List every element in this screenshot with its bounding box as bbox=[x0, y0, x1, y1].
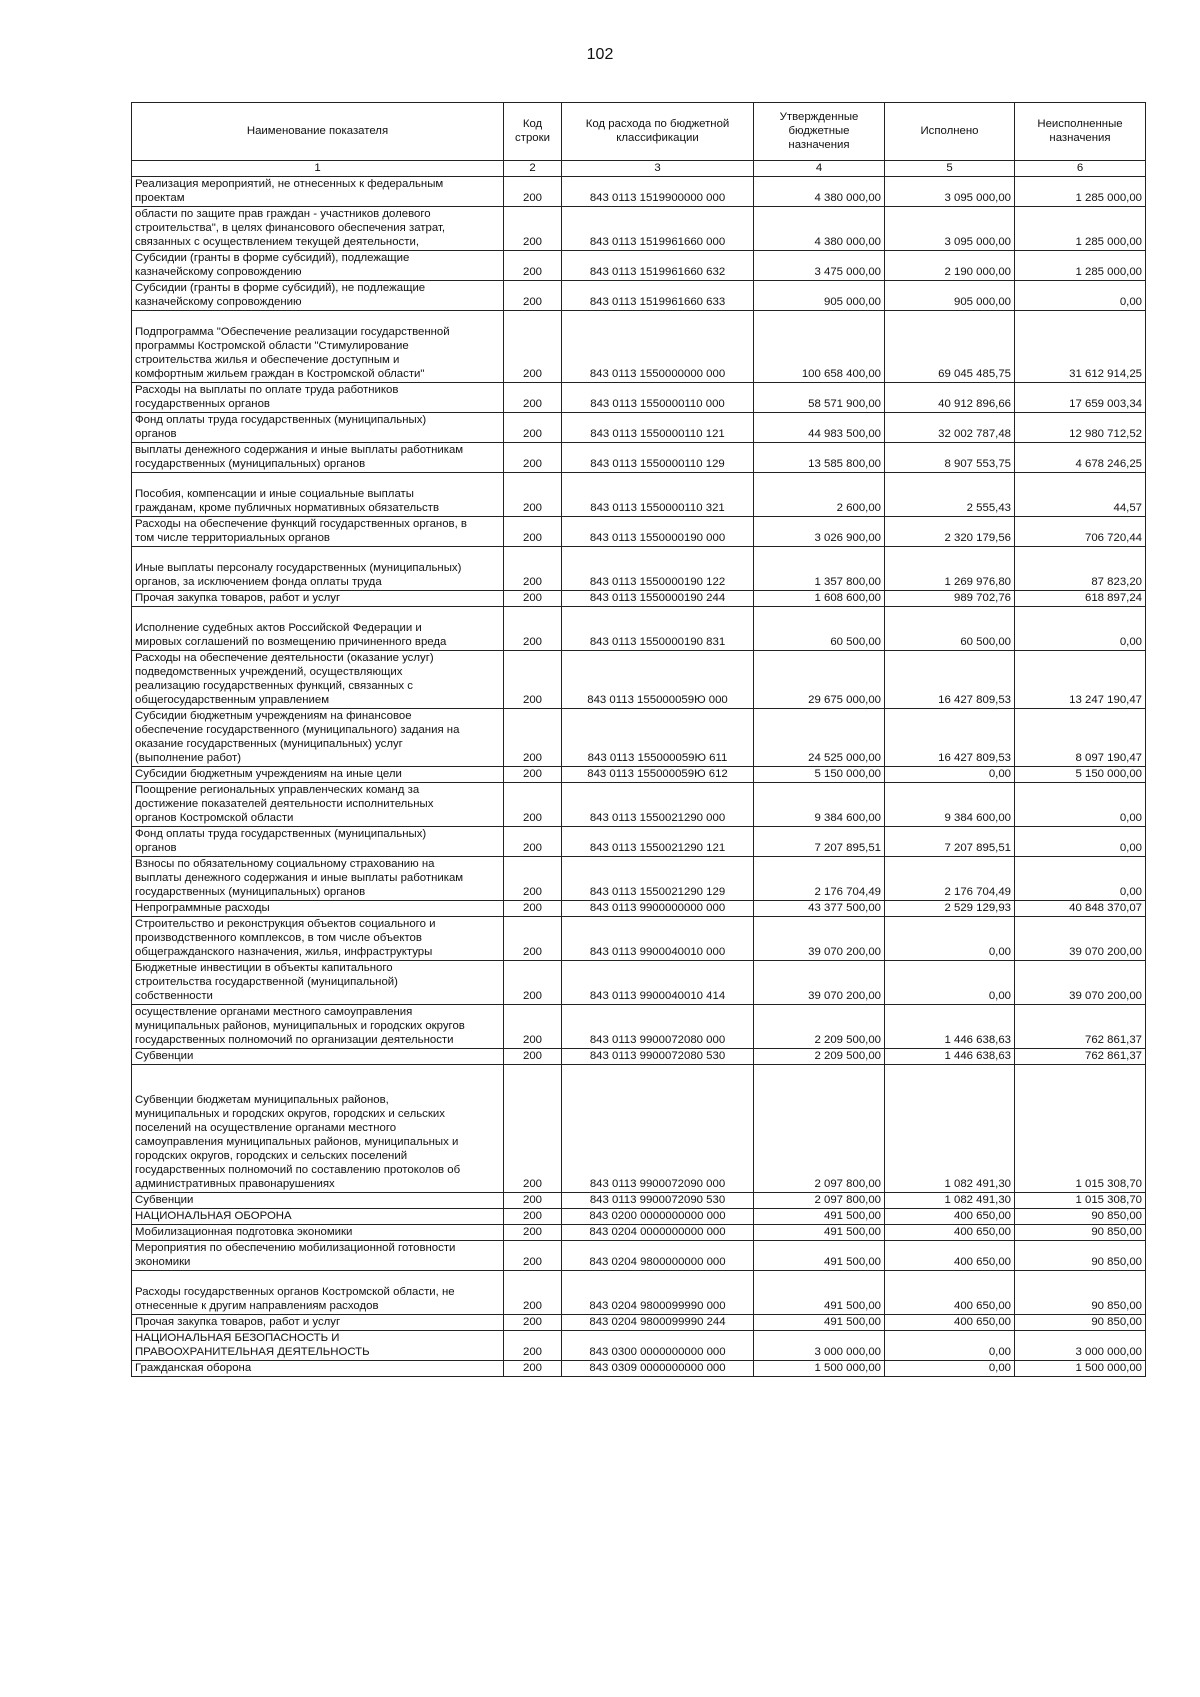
table-row bbox=[132, 607, 1146, 651]
row-approved: 1 500 000,00 bbox=[754, 1361, 885, 1377]
row-line-code: 200 bbox=[504, 857, 562, 901]
table-row bbox=[132, 917, 1146, 961]
header-approved: Утвержденные бюджетные назначения bbox=[754, 103, 885, 161]
row-executed: 1 446 638,63 bbox=[885, 1049, 1015, 1065]
row-executed: 40 912 896,66 bbox=[885, 383, 1015, 413]
row-budget-code: 843 0113 1519961660 000 bbox=[562, 207, 754, 251]
row-approved: 2 209 500,00 bbox=[754, 1049, 885, 1065]
row-name: Подпрограмма "Обеспечение реализации государственной программы Костромской области "Стимулирование строительства жилья и обеспечение доступным и комфортным жильем граждан в Костромской области" bbox=[132, 311, 504, 383]
row-budget-code: 843 0113 1550000110 121 bbox=[562, 413, 754, 443]
row-line-code: 200 bbox=[504, 443, 562, 473]
row-approved: 43 377 500,00 bbox=[754, 901, 885, 917]
row-budget-code: 843 0113 9900072090 000 bbox=[562, 1065, 754, 1193]
row-budget-code: 843 0113 9900040010 414 bbox=[562, 961, 754, 1005]
row-line-code: 200 bbox=[504, 591, 562, 607]
row-budget-code: 843 0204 0000000000 000 bbox=[562, 1225, 754, 1241]
row-name: осуществление органами местного самоуправления муниципальных районов, муниципальных и городских округов государственных полномочий по организации деятельности bbox=[132, 1005, 504, 1049]
row-approved: 1 357 800,00 bbox=[754, 547, 885, 591]
table-row bbox=[132, 651, 1146, 709]
row-approved: 491 500,00 bbox=[754, 1271, 885, 1315]
row-name: Субсидии (гранты в форме субсидий), подлежащие казначейскому сопровождению bbox=[132, 251, 504, 281]
row-budget-code: 843 0113 9900000000 000 bbox=[562, 901, 754, 917]
row-executed: 0,00 bbox=[885, 917, 1015, 961]
row-executed: 1 446 638,63 bbox=[885, 1005, 1015, 1049]
row-line-code: 200 bbox=[504, 207, 562, 251]
row-line-code: 200 bbox=[504, 383, 562, 413]
table-row bbox=[132, 1225, 1146, 1241]
row-approved: 1 608 600,00 bbox=[754, 591, 885, 607]
table-row bbox=[132, 827, 1146, 857]
row-name: Реализация мероприятий, не отнесенных к федеральным проектам bbox=[132, 177, 504, 207]
row-budget-code: 843 0113 1550000110 129 bbox=[562, 443, 754, 473]
table-row bbox=[132, 1271, 1146, 1315]
column-number: 1 bbox=[132, 161, 504, 177]
row-approved: 24 525 000,00 bbox=[754, 709, 885, 767]
row-executed: 400 650,00 bbox=[885, 1271, 1015, 1315]
row-line-code: 200 bbox=[504, 311, 562, 383]
table-row bbox=[132, 1049, 1146, 1065]
row-name: выплаты денежного содержания и иные выплаты работникам государственных (муниципальных) органов bbox=[132, 443, 504, 473]
row-budget-code: 843 0113 9900072090 530 bbox=[562, 1193, 754, 1209]
row-name: Строительство и реконструкция объектов социального и производственного комплексов, в том числе объектов общегражданского назначения, жилья, инфраструктуры bbox=[132, 917, 504, 961]
row-approved: 2 600,00 bbox=[754, 473, 885, 517]
row-budget-code: 843 0113 1519900000 000 bbox=[562, 177, 754, 207]
row-budget-code: 843 0204 9800099990 244 bbox=[562, 1315, 754, 1331]
row-budget-code: 843 0113 1519961660 633 bbox=[562, 281, 754, 311]
row-executed: 400 650,00 bbox=[885, 1225, 1015, 1241]
row-budget-code: 843 0309 0000000000 000 bbox=[562, 1361, 754, 1377]
row-approved: 44 983 500,00 bbox=[754, 413, 885, 443]
row-unexecuted: 90 850,00 bbox=[1015, 1209, 1146, 1225]
row-budget-code: 843 0113 1550000000 000 bbox=[562, 311, 754, 383]
row-budget-code: 843 0113 1550021290 000 bbox=[562, 783, 754, 827]
row-line-code: 200 bbox=[504, 783, 562, 827]
table-row bbox=[132, 413, 1146, 443]
row-executed: 69 045 485,75 bbox=[885, 311, 1015, 383]
table-row bbox=[132, 1331, 1146, 1361]
row-line-code: 200 bbox=[504, 961, 562, 1005]
row-line-code: 200 bbox=[504, 917, 562, 961]
row-budget-code: 843 0113 1550000190 244 bbox=[562, 591, 754, 607]
row-executed: 0,00 bbox=[885, 1361, 1015, 1377]
row-unexecuted: 762 861,37 bbox=[1015, 1049, 1146, 1065]
row-executed: 0,00 bbox=[885, 767, 1015, 783]
row-unexecuted: 1 285 000,00 bbox=[1015, 251, 1146, 281]
row-line-code: 200 bbox=[504, 607, 562, 651]
row-approved: 60 500,00 bbox=[754, 607, 885, 651]
row-budget-code: 843 0113 1550000190 831 bbox=[562, 607, 754, 651]
table-row bbox=[132, 901, 1146, 917]
row-line-code: 200 bbox=[504, 251, 562, 281]
row-approved: 58 571 900,00 bbox=[754, 383, 885, 413]
row-line-code: 200 bbox=[504, 651, 562, 709]
row-approved: 3 475 000,00 bbox=[754, 251, 885, 281]
row-line-code: 200 bbox=[504, 473, 562, 517]
row-unexecuted: 1 285 000,00 bbox=[1015, 207, 1146, 251]
header-budget-code: Код расхода по бюджетной классификации bbox=[562, 103, 754, 161]
row-budget-code: 843 0113 155000059Ю 612 bbox=[562, 767, 754, 783]
table-row bbox=[132, 207, 1146, 251]
row-budget-code: 843 0113 155000059Ю 611 bbox=[562, 709, 754, 767]
row-approved: 2 176 704,49 bbox=[754, 857, 885, 901]
row-approved: 491 500,00 bbox=[754, 1209, 885, 1225]
table-row bbox=[132, 783, 1146, 827]
row-executed: 0,00 bbox=[885, 1331, 1015, 1361]
row-line-code: 200 bbox=[504, 517, 562, 547]
table-row bbox=[132, 857, 1146, 901]
row-executed: 7 207 895,51 bbox=[885, 827, 1015, 857]
row-unexecuted: 1 285 000,00 bbox=[1015, 177, 1146, 207]
row-unexecuted: 0,00 bbox=[1015, 783, 1146, 827]
table-row bbox=[132, 1241, 1146, 1271]
row-approved: 39 070 200,00 bbox=[754, 917, 885, 961]
row-executed: 9 384 600,00 bbox=[885, 783, 1015, 827]
row-line-code: 200 bbox=[504, 413, 562, 443]
row-name: Мероприятия по обеспечению мобилизационной готовности экономики bbox=[132, 1241, 504, 1271]
row-approved: 2 209 500,00 bbox=[754, 1005, 885, 1049]
row-unexecuted: 1 015 308,70 bbox=[1015, 1193, 1146, 1209]
row-unexecuted: 13 247 190,47 bbox=[1015, 651, 1146, 709]
row-executed: 2 555,43 bbox=[885, 473, 1015, 517]
row-line-code: 200 bbox=[504, 1271, 562, 1315]
row-budget-code: 843 0113 1550000110 000 bbox=[562, 383, 754, 413]
row-approved: 39 070 200,00 bbox=[754, 961, 885, 1005]
table-row bbox=[132, 281, 1146, 311]
row-unexecuted: 0,00 bbox=[1015, 827, 1146, 857]
row-budget-code: 843 0204 9800099990 000 bbox=[562, 1271, 754, 1315]
row-name: Субвенции bbox=[132, 1193, 504, 1209]
row-name: Расходы на выплаты по оплате труда работников государственных органов bbox=[132, 383, 504, 413]
row-budget-code: 843 0113 1550000190 122 bbox=[562, 547, 754, 591]
row-executed: 2 529 129,93 bbox=[885, 901, 1015, 917]
table-row bbox=[132, 709, 1146, 767]
row-executed: 2 176 704,49 bbox=[885, 857, 1015, 901]
row-unexecuted: 12 980 712,52 bbox=[1015, 413, 1146, 443]
row-line-code: 200 bbox=[504, 901, 562, 917]
row-approved: 4 380 000,00 bbox=[754, 207, 885, 251]
row-line-code: 200 bbox=[504, 1065, 562, 1193]
row-approved: 491 500,00 bbox=[754, 1241, 885, 1271]
table-row bbox=[132, 1193, 1146, 1209]
row-budget-code: 843 0113 1550000190 000 bbox=[562, 517, 754, 547]
row-line-code: 200 bbox=[504, 1315, 562, 1331]
column-number: 3 bbox=[562, 161, 754, 177]
row-unexecuted: 618 897,24 bbox=[1015, 591, 1146, 607]
table-row bbox=[132, 591, 1146, 607]
row-executed: 16 427 809,53 bbox=[885, 709, 1015, 767]
row-unexecuted: 90 850,00 bbox=[1015, 1241, 1146, 1271]
row-unexecuted: 90 850,00 bbox=[1015, 1315, 1146, 1331]
row-name: Исполнение судебных актов Российской Федерации и мировых соглашений по возмещению причиненного вреда bbox=[132, 607, 504, 651]
page-number: 102 bbox=[586, 46, 614, 63]
row-name: Бюджетные инвестиции в объекты капитального строительства государственной (муниципальной) собственности bbox=[132, 961, 504, 1005]
row-name: Прочая закупка товаров, работ и услуг bbox=[132, 591, 504, 607]
row-executed: 1 269 976,80 bbox=[885, 547, 1015, 591]
row-unexecuted: 40 848 370,07 bbox=[1015, 901, 1146, 917]
table-body bbox=[132, 177, 1146, 1377]
row-unexecuted: 90 850,00 bbox=[1015, 1271, 1146, 1315]
table-row bbox=[132, 547, 1146, 591]
row-executed: 0,00 bbox=[885, 961, 1015, 1005]
row-unexecuted: 762 861,37 bbox=[1015, 1005, 1146, 1049]
table-row bbox=[132, 1065, 1146, 1193]
row-budget-code: 843 0300 0000000000 000 bbox=[562, 1331, 754, 1361]
row-executed: 1 082 491,30 bbox=[885, 1065, 1015, 1193]
row-approved: 29 675 000,00 bbox=[754, 651, 885, 709]
row-line-code: 200 bbox=[504, 1241, 562, 1271]
column-number: 6 bbox=[1015, 161, 1146, 177]
table-row bbox=[132, 767, 1146, 783]
row-unexecuted: 8 097 190,47 bbox=[1015, 709, 1146, 767]
row-approved: 5 150 000,00 bbox=[754, 767, 885, 783]
row-unexecuted: 0,00 bbox=[1015, 281, 1146, 311]
row-name: Мобилизационная подготовка экономики bbox=[132, 1225, 504, 1241]
table-row bbox=[132, 443, 1146, 473]
row-unexecuted: 0,00 bbox=[1015, 607, 1146, 651]
row-unexecuted: 0,00 bbox=[1015, 857, 1146, 901]
table-row bbox=[132, 1361, 1146, 1377]
row-line-code: 200 bbox=[504, 1005, 562, 1049]
row-line-code: 200 bbox=[504, 547, 562, 591]
row-approved: 9 384 600,00 bbox=[754, 783, 885, 827]
row-unexecuted: 1 015 308,70 bbox=[1015, 1065, 1146, 1193]
row-budget-code: 843 0113 1550021290 129 bbox=[562, 857, 754, 901]
row-budget-code: 843 0204 9800000000 000 bbox=[562, 1241, 754, 1271]
row-name: Субвенции бюджетам муниципальных районов, муниципальных и городских округов, городских и сельских поселений на осуществление органами местного самоуправления муниципальных районов, муниципальных и городских округов, городских и сельских поселений государственных полномочий по составлению протоколов об административных правонарушениях bbox=[132, 1065, 504, 1193]
row-approved: 3 026 900,00 bbox=[754, 517, 885, 547]
row-line-code: 200 bbox=[504, 1049, 562, 1065]
column-number-row bbox=[132, 161, 1146, 177]
row-name: Расходы государственных органов Костромской области, не отнесенные к другим направлениям расходов bbox=[132, 1271, 504, 1315]
column-number: 4 bbox=[754, 161, 885, 177]
row-line-code: 200 bbox=[504, 177, 562, 207]
header-executed: Исполнено bbox=[885, 103, 1015, 161]
row-unexecuted: 39 070 200,00 bbox=[1015, 917, 1146, 961]
row-unexecuted: 4 678 246,25 bbox=[1015, 443, 1146, 473]
table-header-row bbox=[132, 103, 1146, 161]
table-row bbox=[132, 473, 1146, 517]
row-unexecuted: 706 720,44 bbox=[1015, 517, 1146, 547]
row-name: Расходы на обеспечение функций государственных органов, в том числе территориальных органов bbox=[132, 517, 504, 547]
column-number: 2 bbox=[504, 161, 562, 177]
row-budget-code: 843 0113 1550000110 321 bbox=[562, 473, 754, 517]
row-executed: 2 190 000,00 bbox=[885, 251, 1015, 281]
row-executed: 16 427 809,53 bbox=[885, 651, 1015, 709]
table-row bbox=[132, 251, 1146, 281]
row-name: Субсидии бюджетным учреждениям на иные цели bbox=[132, 767, 504, 783]
row-name: Поощрение региональных управленческих команд за достижение показателей деятельности исполнительных органов Костромской области bbox=[132, 783, 504, 827]
row-name: Взносы по обязательному социальному страхованию на выплаты денежного содержания и иные выплаты работникам государственных (муниципальных) органов bbox=[132, 857, 504, 901]
row-budget-code: 843 0113 9900040010 000 bbox=[562, 917, 754, 961]
table-row bbox=[132, 311, 1146, 383]
row-name: Иные выплаты персоналу государственных (муниципальных) органов, за исключением фонда оплаты труда bbox=[132, 547, 504, 591]
row-budget-code: 843 0200 0000000000 000 bbox=[562, 1209, 754, 1225]
row-name: НАЦИОНАЛЬНАЯ ОБОРОНА bbox=[132, 1209, 504, 1225]
row-line-code: 200 bbox=[504, 709, 562, 767]
column-number: 5 bbox=[885, 161, 1015, 177]
row-name: НАЦИОНАЛЬНАЯ БЕЗОПАСНОСТЬ И ПРАВООХРАНИТЕЛЬНАЯ ДЕЯТЕЛЬНОСТЬ bbox=[132, 1331, 504, 1361]
row-executed: 60 500,00 bbox=[885, 607, 1015, 651]
row-line-code: 200 bbox=[504, 281, 562, 311]
row-executed: 400 650,00 bbox=[885, 1315, 1015, 1331]
row-approved: 3 000 000,00 bbox=[754, 1331, 885, 1361]
row-budget-code: 843 0113 1519961660 632 bbox=[562, 251, 754, 281]
row-executed: 1 082 491,30 bbox=[885, 1193, 1015, 1209]
row-budget-code: 843 0113 9900072080 000 bbox=[562, 1005, 754, 1049]
row-executed: 400 650,00 bbox=[885, 1241, 1015, 1271]
row-name: Субсидии (гранты в форме субсидий), не подлежащие казначейскому сопровождению bbox=[132, 281, 504, 311]
row-unexecuted: 5 150 000,00 bbox=[1015, 767, 1146, 783]
row-executed: 905 000,00 bbox=[885, 281, 1015, 311]
row-name: Субсидии бюджетным учреждениям на финансовое обеспечение государственного (муниципального) задания на оказание государственных (муниципальных) услуг (выполнение работ) bbox=[132, 709, 504, 767]
table-row bbox=[132, 383, 1146, 413]
row-approved: 2 097 800,00 bbox=[754, 1065, 885, 1193]
row-unexecuted: 17 659 003,34 bbox=[1015, 383, 1146, 413]
row-line-code: 200 bbox=[504, 1209, 562, 1225]
header-name: Наименование показателя bbox=[132, 103, 504, 161]
row-executed: 989 702,76 bbox=[885, 591, 1015, 607]
row-unexecuted: 39 070 200,00 bbox=[1015, 961, 1146, 1005]
row-name: Расходы на обеспечение деятельности (оказание услуг) подведомственных учреждений, осуществляющих реализацию государственных функций, связанных с общегосударственным управлением bbox=[132, 651, 504, 709]
table-row bbox=[132, 1315, 1146, 1331]
header-line-code: Код строки bbox=[504, 103, 562, 161]
table-row bbox=[132, 1209, 1146, 1225]
row-unexecuted: 87 823,20 bbox=[1015, 547, 1146, 591]
row-executed: 400 650,00 bbox=[885, 1209, 1015, 1225]
table-row bbox=[132, 1005, 1146, 1049]
row-line-code: 200 bbox=[504, 1331, 562, 1361]
row-name: Фонд оплаты труда государственных (муниципальных) органов bbox=[132, 413, 504, 443]
row-approved: 2 097 800,00 bbox=[754, 1193, 885, 1209]
row-approved: 7 207 895,51 bbox=[754, 827, 885, 857]
row-approved: 905 000,00 bbox=[754, 281, 885, 311]
row-budget-code: 843 0113 155000059Ю 000 bbox=[562, 651, 754, 709]
row-executed: 32 002 787,48 bbox=[885, 413, 1015, 443]
row-line-code: 200 bbox=[504, 1225, 562, 1241]
row-unexecuted: 1 500 000,00 bbox=[1015, 1361, 1146, 1377]
row-unexecuted: 3 000 000,00 bbox=[1015, 1331, 1146, 1361]
table-row bbox=[132, 177, 1146, 207]
row-line-code: 200 bbox=[504, 827, 562, 857]
row-name: Прочая закупка товаров, работ и услуг bbox=[132, 1315, 504, 1331]
row-name: Пособия, компенсации и иные социальные выплаты гражданам, кроме публичных нормативных обязательств bbox=[132, 473, 504, 517]
row-approved: 491 500,00 bbox=[754, 1315, 885, 1331]
row-name: Фонд оплаты труда государственных (муниципальных) органов bbox=[132, 827, 504, 857]
row-budget-code: 843 0113 1550021290 121 bbox=[562, 827, 754, 857]
table-row bbox=[132, 517, 1146, 547]
table-row bbox=[132, 961, 1146, 1005]
row-line-code: 200 bbox=[504, 767, 562, 783]
row-unexecuted: 44,57 bbox=[1015, 473, 1146, 517]
row-executed: 8 907 553,75 bbox=[885, 443, 1015, 473]
row-approved: 491 500,00 bbox=[754, 1225, 885, 1241]
row-approved: 13 585 800,00 bbox=[754, 443, 885, 473]
row-line-code: 200 bbox=[504, 1193, 562, 1209]
row-name: области по защите прав граждан - участников долевого строительства", в целях финансового обеспечения затрат, связанных с осуществлением текущей деятельности, bbox=[132, 207, 504, 251]
row-name: Непрограммные расходы bbox=[132, 901, 504, 917]
row-approved: 4 380 000,00 bbox=[754, 177, 885, 207]
row-executed: 2 320 179,56 bbox=[885, 517, 1015, 547]
row-line-code: 200 bbox=[504, 1361, 562, 1377]
row-name: Гражданская оборона bbox=[132, 1361, 504, 1377]
row-unexecuted: 31 612 914,25 bbox=[1015, 311, 1146, 383]
row-approved: 100 658 400,00 bbox=[754, 311, 885, 383]
row-executed: 3 095 000,00 bbox=[885, 177, 1015, 207]
budget-execution-table bbox=[131, 102, 1146, 1377]
row-budget-code: 843 0113 9900072080 530 bbox=[562, 1049, 754, 1065]
header-unexecuted: Неисполненные назначения bbox=[1015, 103, 1146, 161]
row-name: Субвенции bbox=[132, 1049, 504, 1065]
row-unexecuted: 90 850,00 bbox=[1015, 1225, 1146, 1241]
row-executed: 3 095 000,00 bbox=[885, 207, 1015, 251]
